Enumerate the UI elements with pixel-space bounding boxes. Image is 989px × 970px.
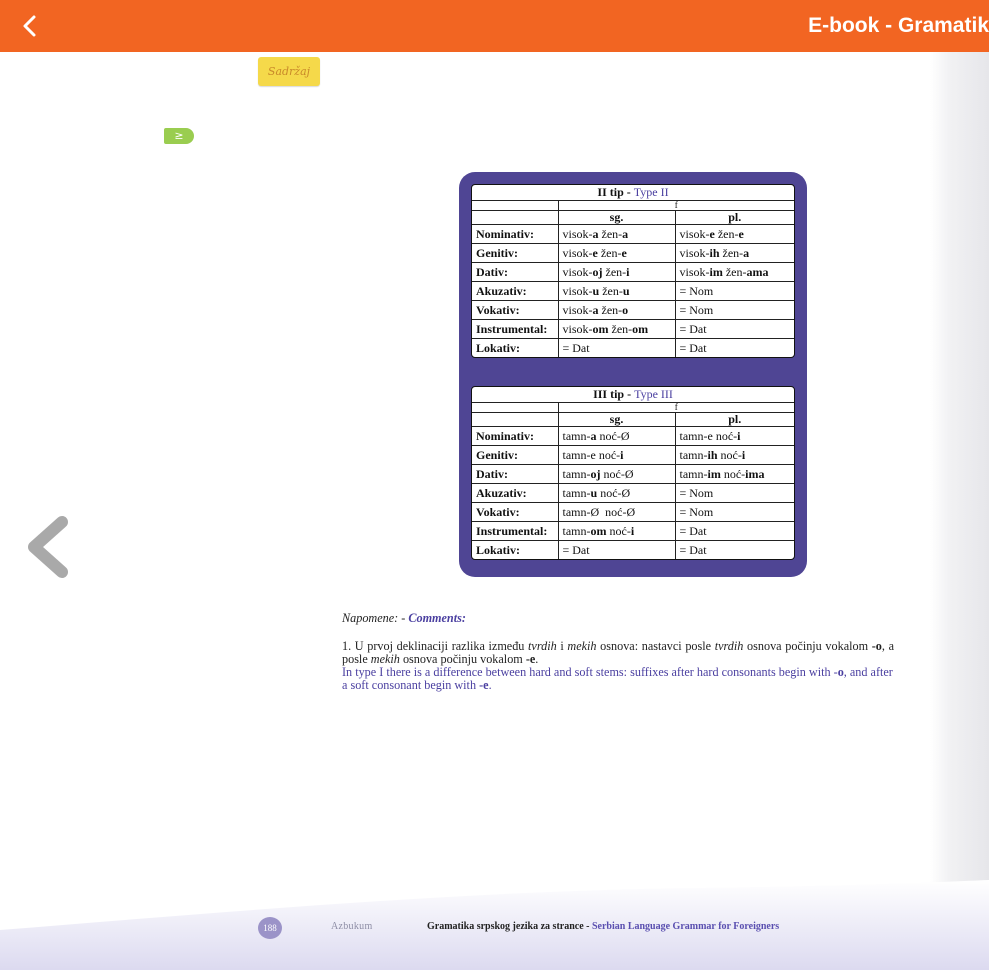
comments-section	[342, 612, 894, 692]
comment-serbian: 1. U prvoj deklinaciji razlika između tvrdih i mekih osnova: nastavci posle tvrdih osnova počinju vokalom -o, a posle mekih osnova počinju vokalom -e.	[342, 639, 894, 666]
table-row: Lokativ: = Dat = Dat	[472, 339, 794, 358]
table-row: Vokativ: tamn-Ø noć-Ø = Nom	[472, 503, 794, 522]
col-singular: sg.	[558, 413, 675, 427]
col-singular: sg.	[558, 211, 675, 225]
table-title: II tip - Type II	[472, 185, 794, 201]
chevron-left-icon	[22, 512, 72, 582]
book-title: Gramatika srpskog jezika za strance - Serbian Language Grammar for Foreigners	[427, 921, 780, 932]
gender-label: f	[558, 201, 794, 211]
chevron-left-icon	[14, 10, 44, 42]
comment-english: In type I there is a difference between hard and soft stems: suffixes after hard consonants begin with -o, and after a soft consonant begin with -e.	[342, 665, 893, 692]
back-button[interactable]	[14, 10, 44, 42]
col-plural: pl.	[675, 413, 794, 427]
top-app-bar	[0, 0, 989, 52]
table-row: Genitiv: visok-e žen-e visok-ih žen-a	[472, 244, 794, 263]
table-row: Akuzativ: visok-u žen-u = Nom	[472, 282, 794, 301]
table-row: Dativ: visok-oj žen-i visok-im žen-ama	[472, 263, 794, 282]
gender-label: f	[558, 403, 794, 413]
page-edge-shadow	[930, 52, 989, 970]
app-title: E-book - Gramatik	[808, 14, 989, 37]
brand-label: Azbukum	[331, 921, 373, 932]
table-row: Vokativ: visok-a žen-o = Nom	[472, 301, 794, 320]
table-title: III tip - Type III	[472, 387, 794, 403]
contents-button[interactable]: Sadržaj	[258, 57, 320, 86]
col-plural: pl.	[675, 211, 794, 225]
type-iii-table	[471, 386, 795, 560]
type-ii-table	[471, 184, 795, 358]
footer-wave	[0, 870, 989, 970]
table-row: Instrumental: tamn-om noć-i = Dat	[472, 522, 794, 541]
table-row: Nominativ: tamn-a noć-Ø tamn-e noć-i	[472, 427, 794, 446]
table-row: Instrumental: visok-om žen-om = Dat	[472, 320, 794, 339]
section-tab[interactable]: ≥	[164, 128, 194, 144]
previous-page-button[interactable]	[22, 512, 72, 582]
page-number: 188	[258, 917, 282, 939]
table-row: Lokativ: = Dat = Dat	[472, 541, 794, 560]
table-row: Genitiv: tamn-e noć-i tamn-ih noć-i	[472, 446, 794, 465]
table-row: Nominativ: visok-a žen-a visok-e žen-e	[472, 225, 794, 244]
declension-tables-card	[459, 172, 807, 577]
table-row: Dativ: tamn-oj noć-Ø tamn-im noć-ima	[472, 465, 794, 484]
table-row: Akuzativ: tamn-u noć-Ø = Nom	[472, 484, 794, 503]
comments-heading: Napomene: - Comments:	[342, 611, 466, 625]
